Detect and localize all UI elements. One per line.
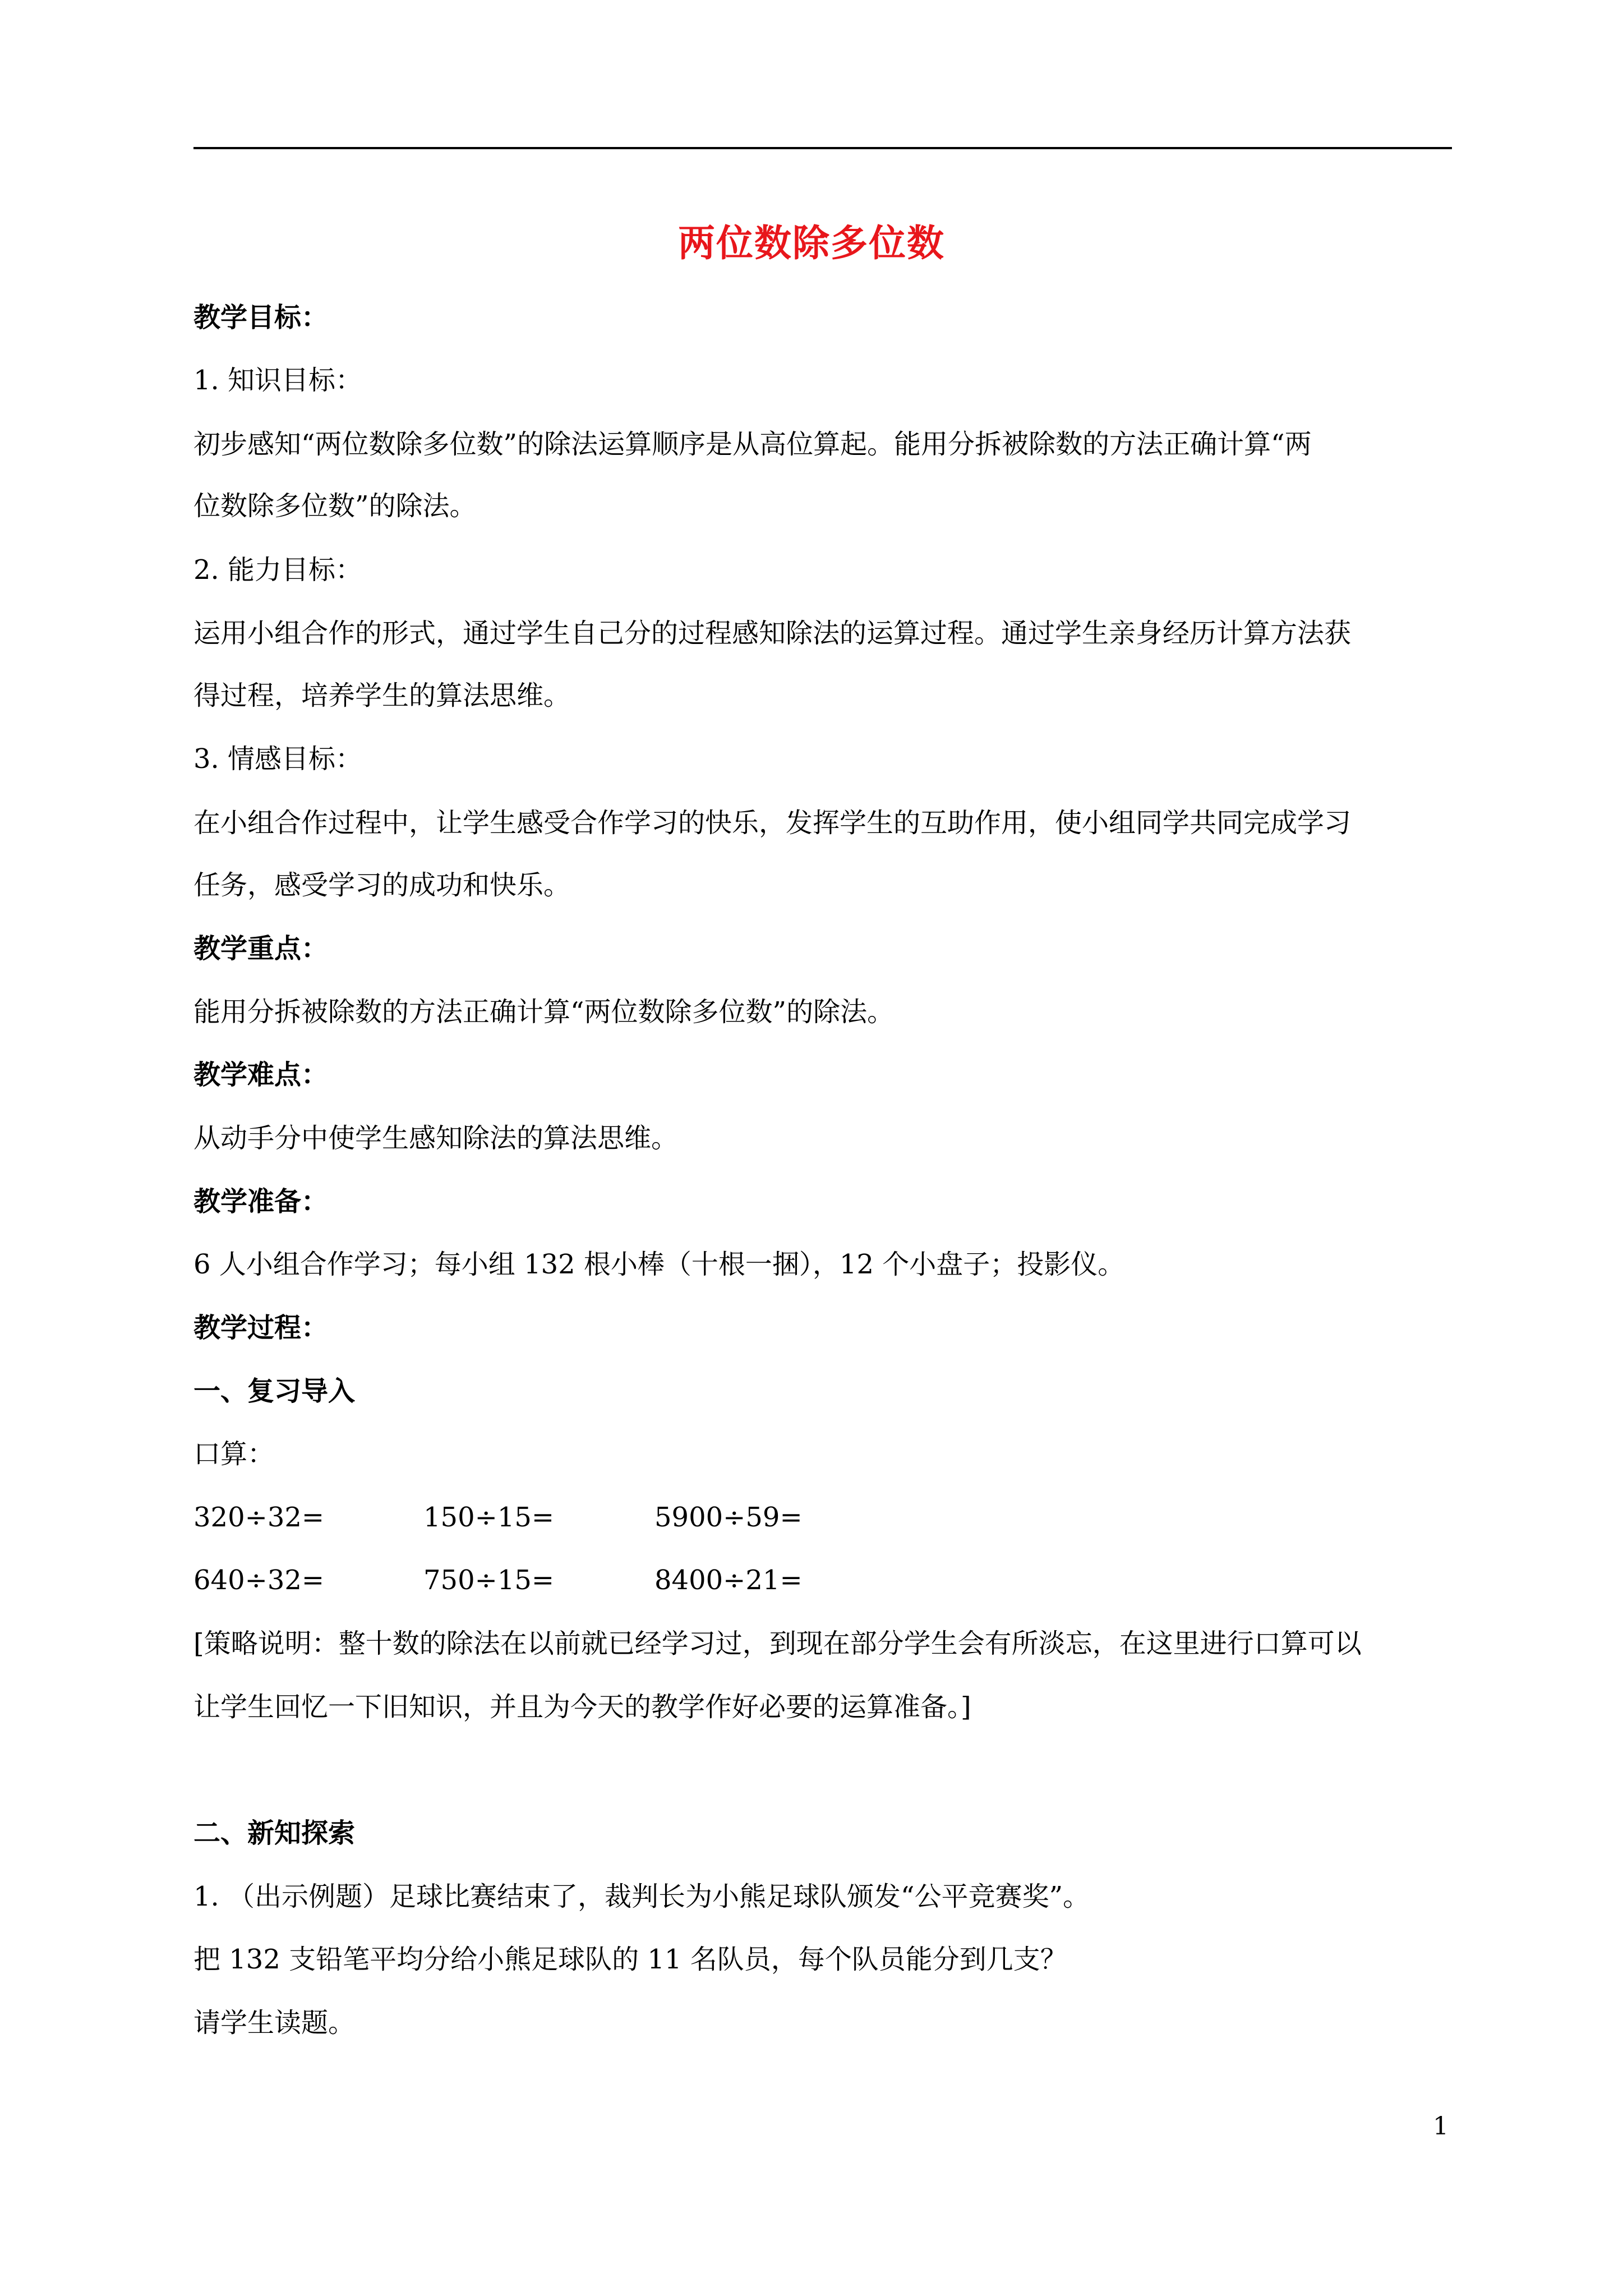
goal3-text-line1: 在小组合作过程中，让学生感受合作学习的快乐，发挥学生的互助作用，使小组同学共同完成学习 xyxy=(193,807,1352,839)
goal1-heading: 1. 知识目标： xyxy=(193,365,363,396)
goal2-text-line2: 得过程，培养学生的算法思维。 xyxy=(193,680,571,711)
goal3-heading: 3. 情感目标： xyxy=(193,743,363,775)
calc-item: 640÷32= xyxy=(193,1565,325,1596)
oral-calc-label: 口算： xyxy=(193,1438,275,1470)
goal2-text-line1: 运用小组合作的形式，通过学生自己分的过程感知除法的运算过程。通过学生亲身经历计算方法获 xyxy=(193,618,1352,649)
document-title: 两位数除多位数 xyxy=(678,221,945,265)
new-item-1: 1. （出示例题）足球比赛结束了，裁判长为小熊足球队颁发“公平竞赛奖”。 xyxy=(193,1881,1090,1912)
key-heading: 教学重点： xyxy=(193,933,329,964)
calc-item: 150÷15= xyxy=(423,1502,555,1533)
process-heading: 教学过程： xyxy=(193,1312,329,1343)
goals-heading: 教学目标： xyxy=(193,302,329,333)
page-number: 1 xyxy=(1433,2112,1449,2141)
calc-item: 750÷15= xyxy=(423,1565,555,1596)
prep-heading: 教学准备： xyxy=(193,1186,329,1217)
new-item-2: 把 132 支铅笔平均分给小熊足球队的 11 名队员，每个队员能分到几支？ xyxy=(193,1944,1067,1975)
strategy-note-line2: 让学生回忆一下旧知识，并且为今天的教学作好必要的运算准备。] xyxy=(193,1691,971,1723)
difficulty-heading: 教学难点： xyxy=(193,1059,329,1091)
header-rule xyxy=(193,147,1452,149)
calc-item: 5900÷59= xyxy=(654,1502,803,1533)
goal1-text-line2: 位数除多位数”的除法。 xyxy=(193,490,477,522)
new-knowledge-heading: 二、新知探索 xyxy=(193,1818,356,1849)
calc-item: 320÷32= xyxy=(193,1502,325,1533)
strategy-note-line1: [策略说明：整十数的除法在以前就已经学习过，到现在部分学生会有所淡忘，在这里进行口算可以 xyxy=(193,1628,1362,1659)
new-item-3: 请学生读题。 xyxy=(193,2007,356,2039)
goal2-heading: 2. 能力目标： xyxy=(193,554,363,586)
prep-text: 6 人小组合作学习；每小组 132 根小棒（十根一捆），12 个小盘子；投影仪。 xyxy=(193,1249,1125,1280)
calc-item: 8400÷21= xyxy=(654,1565,803,1596)
goal1-text-line1: 初步感知“两位数除多位数”的除法运算顺序是从高位算起。能用分拆被除数的方法正确计算“两 xyxy=(193,429,1312,460)
review-heading: 一、复习导入 xyxy=(193,1375,356,1407)
difficulty-text: 从动手分中使学生感知除法的算法思维。 xyxy=(193,1122,679,1154)
key-text: 能用分拆被除数的方法正确计算“两位数除多位数”的除法。 xyxy=(193,996,895,1028)
goal3-text-line2: 任务，感受学习的成功和快乐。 xyxy=(193,869,571,901)
